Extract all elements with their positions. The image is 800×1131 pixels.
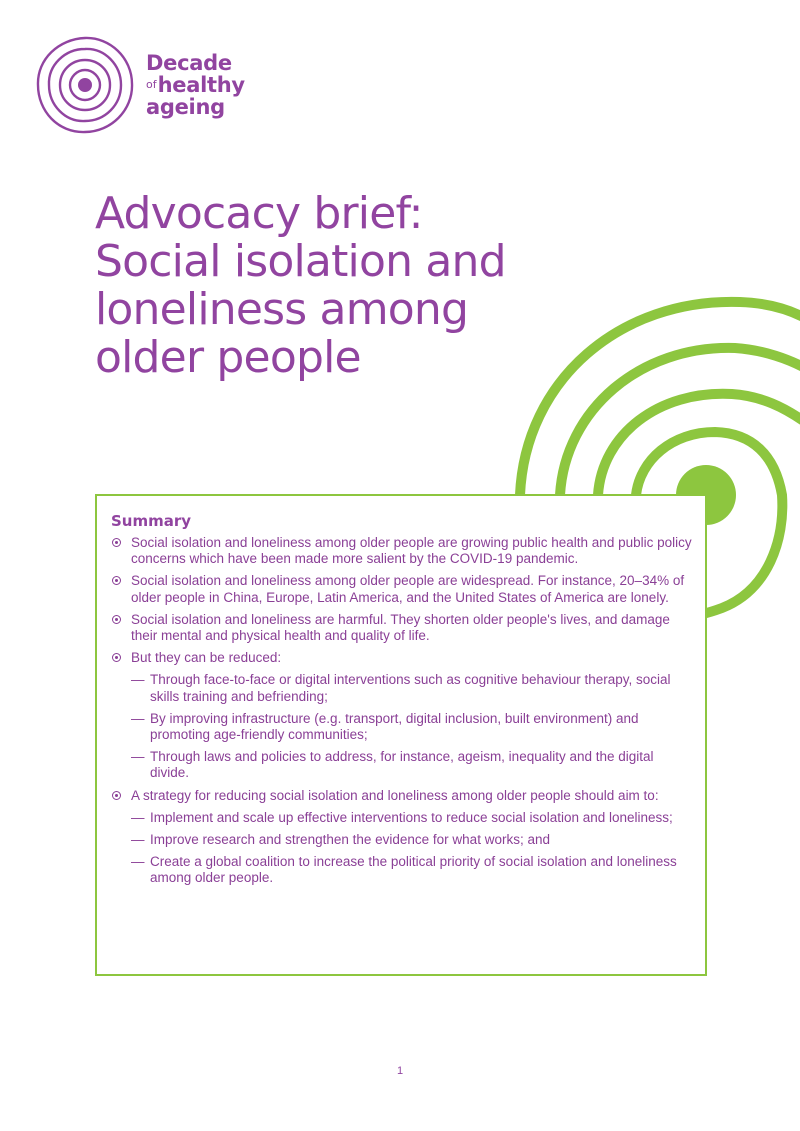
summary-point-text: Social isolation and loneliness among older people are widespread. For instance, 20–34% of older people in China, Europe, Latin America, and the United States of America are lonely. [131, 573, 685, 605]
logo-line-healthy [146, 74, 245, 96]
logo-line-decade: Decade [146, 51, 232, 75]
sub-point [131, 672, 693, 704]
title-line-3: loneliness among [95, 284, 469, 335]
sub-point [131, 810, 693, 826]
sub-point [131, 749, 693, 781]
title-line-4: older people [95, 332, 361, 383]
sub-point-text: Through face-to-face or digital interventions such as cognitive behaviour therapy, social skills training and befriending; [150, 672, 671, 704]
page-number: 1 [396, 1065, 404, 1077]
concentric-rings-icon [36, 36, 134, 134]
logo-line-ageing: ageing [146, 95, 225, 119]
summary-point-text: A strategy for reducing social isolation and loneliness among older people should aim to: [131, 787, 659, 803]
summary-point [111, 573, 693, 605]
summary-heading: Summary [111, 512, 192, 530]
title-line-1: Advocacy brief: [95, 188, 423, 239]
summary-point [111, 535, 693, 567]
target-bullet-icon [112, 791, 121, 800]
dash-icon: — [131, 672, 145, 688]
dash-icon: — [131, 832, 145, 848]
dash-icon: — [131, 710, 145, 726]
sub-point-text: By improving infrastructure (e.g. transport, digital inclusion, built environment) and promoting age-friendly communities; [150, 710, 639, 743]
summary-point-text: But they can be reduced: [131, 650, 282, 666]
summary-box [95, 494, 707, 976]
reduce-sublist [131, 672, 693, 781]
title-line-2: Social isolation and [95, 236, 506, 287]
summary-point [111, 650, 693, 781]
page-title [95, 190, 655, 382]
sub-point [131, 711, 693, 743]
logo-healthy: healthy [157, 73, 245, 97]
logo-wordmark [146, 52, 245, 118]
summary-point [111, 788, 693, 887]
summary-list [111, 535, 693, 887]
target-bullet-icon [112, 576, 121, 585]
strategy-sublist [131, 810, 693, 887]
target-bullet-icon [112, 653, 121, 662]
dash-icon: — [131, 809, 145, 825]
summary-point [111, 612, 693, 644]
target-bullet-icon [112, 538, 121, 547]
dash-icon: — [131, 749, 145, 765]
sub-point [131, 832, 693, 848]
logo-of: of [146, 78, 157, 91]
sub-point-text: Through laws and policies to address, for instance, ageism, inequality and the digital divide. [150, 749, 654, 781]
sub-point [131, 854, 693, 886]
summary-point-text: Social isolation and loneliness are harmful. They shorten older people's lives, and damage their mental and physical health and quality of life. [131, 611, 670, 644]
target-bullet-icon [112, 615, 121, 624]
dash-icon: — [131, 854, 145, 870]
sub-point-text: Improve research and strengthen the evidence for what works; and [150, 832, 550, 848]
summary-point-text: Social isolation and loneliness among older people are growing public health and public policy concerns which have been made more salient by the COVID-19 pandemic. [131, 535, 692, 567]
sub-point-text: Implement and scale up effective interventions to reduce social isolation and loneliness; [150, 809, 673, 825]
sub-point-text: Create a global coalition to increase the political priority of social isolation and loneliness among older people. [150, 854, 677, 886]
